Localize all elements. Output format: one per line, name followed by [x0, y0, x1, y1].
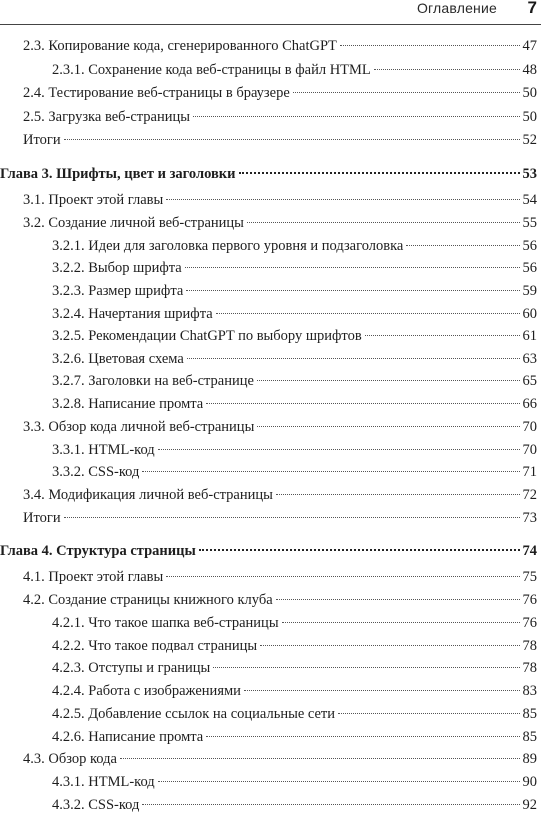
toc-entry-page: 76 [522, 592, 537, 608]
toc-subsection-entry [52, 680, 537, 702]
toc-entry-page: 73 [522, 510, 537, 526]
toc-subsection-entry [52, 59, 537, 81]
toc-entry-title: Итоги [23, 132, 61, 148]
toc-entry-page: 59 [522, 283, 537, 299]
dot-leader [257, 425, 519, 427]
toc-entry-page: 71 [522, 464, 537, 480]
toc-entry-title: 3.2.2. Выбор шрифта [52, 260, 182, 276]
toc-section-entry [23, 416, 537, 438]
toc-entry-title: 4.2.1. Что такое шапка веб-страницы [52, 615, 279, 631]
toc-entry-page: 85 [522, 706, 537, 722]
toc-subsection-entry [52, 235, 537, 257]
toc-entry-title: 2.3.1. Сохранение кода веб-страницы в файл HTML [52, 62, 371, 78]
toc-entry-page: 60 [522, 306, 537, 322]
header-rule [0, 24, 541, 25]
toc-entry-title: 4.2. Создание страницы книжного клуба [23, 592, 273, 608]
toc-section-entry [23, 106, 537, 128]
toc-entry-title: 4.3.1. HTML-код [52, 774, 155, 790]
toc-entry-title: 3.3. Обзор кода личной веб-страницы [23, 419, 255, 435]
toc-subsection-entry [52, 370, 537, 392]
toc-entry-title: 4.3. Обзор кода [23, 751, 117, 767]
toc-entry-page: 56 [522, 238, 537, 254]
toc-section-entry [23, 212, 537, 234]
toc-entry-title: 3.2. Создание личной веб-страницы [23, 215, 244, 231]
toc-entry-page: 76 [522, 615, 537, 631]
dot-leader [216, 312, 520, 314]
toc-section-entry [23, 35, 537, 57]
toc-entry-page: 54 [522, 192, 537, 208]
toc-subsection-entry [52, 348, 537, 370]
toc-entry-page: 66 [522, 396, 537, 412]
toc-entry-title: 4.2.4. Работа с изображениями [52, 683, 241, 699]
toc-section-entry [23, 484, 537, 506]
toc-subsection-entry [52, 303, 537, 325]
dot-leader [213, 666, 519, 668]
toc-section-entry [23, 189, 537, 211]
toc-section-entry [23, 566, 537, 588]
dot-leader [340, 44, 520, 46]
dot-leader [166, 198, 519, 200]
dot-leader [186, 289, 519, 291]
dot-leader [260, 644, 519, 646]
toc-entry-title: 3.4. Модификация личной веб-страницы [23, 487, 273, 503]
toc-subsection-entry [52, 257, 537, 279]
toc-entry-page: 92 [522, 797, 537, 813]
dot-leader [338, 712, 519, 714]
toc-entry-title: 3.1. Проект этой главы [23, 192, 164, 208]
dot-leader [257, 379, 520, 381]
toc-entry-title: 4.2.2. Что такое подвал страницы [52, 638, 258, 654]
dot-leader [206, 402, 519, 404]
toc-entry-title: 2.5. Загрузка веб-страницы [23, 109, 191, 125]
toc-entry-title: 4.3.2. CSS-код [52, 797, 140, 813]
toc-entry-title: 3.2.5. Рекомендации ChatGPT по выбору шрифтов [52, 328, 362, 344]
toc-entry-page: 83 [522, 683, 537, 699]
toc-entry-page: 70 [522, 419, 537, 435]
toc-entry-title: Итоги [23, 510, 61, 526]
toc-entry-title: 4.2.3. Отступы и границы [52, 660, 211, 676]
toc-entry-page: 52 [522, 132, 537, 148]
toc-subsection-entry [52, 612, 537, 634]
toc-entry-page: 48 [522, 62, 537, 78]
toc-entry-page: 78 [522, 638, 537, 654]
dot-leader [239, 171, 520, 174]
toc-entry-page: 85 [522, 729, 537, 745]
toc-entry-page: 50 [522, 109, 537, 125]
toc-entry-title: 4.2.6. Написание промта [52, 729, 204, 745]
toc-chapter-entry [0, 163, 537, 185]
dot-leader [206, 735, 519, 737]
toc-entry-title: 2.4. Тестирование веб-страницы в браузере [23, 85, 290, 101]
toc-entry-title: 3.2.6. Цветовая схема [52, 351, 184, 367]
toc-section-entry [23, 589, 537, 611]
toc-subsection-entry [52, 280, 537, 302]
running-head [0, 0, 541, 24]
toc-section-entry [23, 507, 537, 529]
toc-entry-page: 53 [522, 166, 537, 182]
dot-leader [276, 598, 520, 600]
dot-leader [199, 548, 520, 551]
toc-entry-title: Глава 3. Шрифты, цвет и заголовки [0, 166, 236, 182]
dot-leader [166, 575, 519, 577]
page-number: 7 [527, 0, 537, 17]
toc-entry-page: 65 [522, 373, 537, 389]
toc-entry-title: 2.3. Копирование кода, сгенерированного ChatGPT [23, 38, 337, 54]
toc-entry-title: 3.2.4. Начертания шрифта [52, 306, 213, 322]
toc-section-entry [23, 82, 537, 104]
toc-entry-page: 75 [522, 569, 537, 585]
toc-entry-page: 90 [522, 774, 537, 790]
toc-entry-page: 47 [522, 38, 537, 54]
dot-leader [247, 221, 520, 223]
toc-subsection-entry [52, 771, 537, 793]
toc-subsection-entry [52, 657, 537, 679]
dot-leader [293, 91, 520, 93]
dot-leader [158, 780, 520, 782]
toc-entry-title: 3.2.1. Идеи для заголовка первого уровня и подзаголовка [52, 238, 404, 254]
dot-leader [406, 244, 519, 246]
toc-entry-page: 89 [522, 751, 537, 767]
toc-subsection-entry [52, 726, 537, 748]
toc-subsection-entry [52, 439, 537, 461]
toc-entry-title: 3.3.1. HTML-код [52, 442, 155, 458]
toc-entry-page: 72 [522, 487, 537, 503]
toc-subsection-entry [52, 325, 537, 347]
toc-entry-page: 70 [522, 442, 537, 458]
dot-leader [187, 357, 520, 359]
running-head-title: Оглавление [416, 0, 497, 16]
dot-leader [244, 689, 520, 691]
toc-entry-title: 4.1. Проект этой главы [23, 569, 164, 585]
dot-leader [142, 803, 519, 805]
dot-leader [64, 138, 520, 140]
dot-leader [64, 516, 520, 518]
toc-subsection-entry [52, 393, 537, 415]
toc-entry-title: 4.2.5. Добавление ссылок на социальные сети [52, 706, 336, 722]
toc-chapter-entry [0, 540, 537, 562]
dot-leader [276, 493, 520, 495]
toc-entry-page: 61 [522, 328, 537, 344]
toc-entry-page: 50 [522, 85, 537, 101]
toc-entry-title: 3.2.3. Размер шрифта [52, 283, 184, 299]
dot-leader [282, 621, 520, 623]
toc-subsection-entry [52, 703, 537, 725]
toc-entry-title: 3.3.2. CSS-код [52, 464, 140, 480]
toc-entry-page: 55 [522, 215, 537, 231]
dot-leader [374, 68, 520, 70]
dot-leader [158, 448, 520, 450]
toc-entry-page: 56 [522, 260, 537, 276]
toc-entry-page: 78 [522, 660, 537, 676]
dot-leader [193, 115, 519, 117]
dot-leader [142, 470, 519, 472]
toc-section-entry [23, 129, 537, 151]
dot-leader [120, 757, 520, 759]
toc-entry-title: Глава 4. Структура страницы [0, 543, 196, 559]
toc-section-entry [23, 748, 537, 770]
toc-subsection-entry [52, 635, 537, 657]
toc-subsection-entry [52, 461, 537, 483]
dot-leader [185, 266, 520, 268]
toc-subsection-entry [52, 794, 537, 816]
toc-entry-title: 3.2.7. Заголовки на веб-странице [52, 373, 254, 389]
toc-entry-title: 3.2.8. Написание промта [52, 396, 204, 412]
toc-entry-page: 63 [522, 351, 537, 367]
toc-entry-page: 74 [522, 543, 537, 559]
dot-leader [365, 334, 520, 336]
